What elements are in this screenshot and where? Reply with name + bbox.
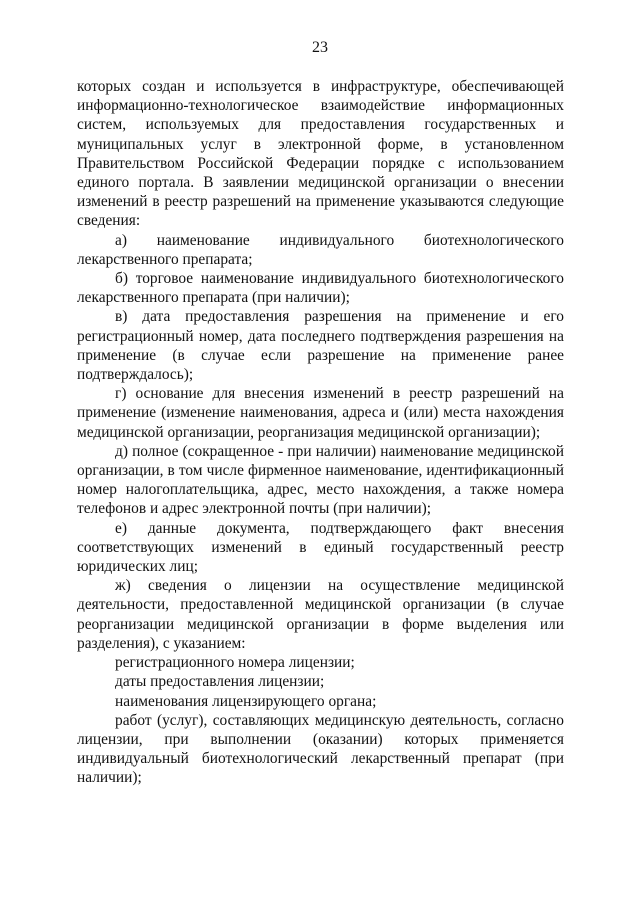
sub-item-licensing-authority: наименования лицензирующего органа;: [115, 692, 377, 710]
paragraph-continuation: которых создан и используется в инфраструктуре, обеспечивающей информационно-технологическое взаимодействие информационных систем, используемых для предоставления государственных и муниципальных услуг в электронной форме, в установленном Правительством Российской Федерации порядке с использованием единого портала. В заявлении медицинской организации о внесении изменений в реестр разрешений на применение указываются следующие сведения:: [77, 78, 564, 230]
list-item-a: а) наименование индивидуального биотехнологического лекарственного препарата;: [77, 231, 564, 268]
sub-item-license-date: даты предоставления лицензии;: [115, 673, 325, 691]
sub-item-works-services: работ (услуг), составляющих медицинскую деятельность, согласно лицензии, при выполнении (оказании) которых применяется индивидуальный биотехнологический лекарственный препарат (при наличии);: [77, 711, 564, 787]
list-item-b: б) торговое наименование индивидуального биотехнологического лекарственного препарата (при наличии);: [77, 270, 564, 307]
list-item-e: е) данные документа, подтверждающего факт внесения соответствующих изменений в единый государственный реестр юридических лиц;: [77, 519, 564, 576]
list-item-zh: ж) сведения о лицензии на осуществление медицинской деятельности, предоставленной медицинской организации (в случае реорганизации медицинской организации в форме выделения или разделения), с указанием:: [77, 577, 564, 652]
page-number: 23: [312, 39, 328, 56]
list-item-g: г) основание для внесения изменений в реестр разрешений на применение (изменение наименования, адреса и (или) места нахождения медицинской организации, реорганизация медицинской организации);: [77, 385, 564, 441]
list-item-v: в) дата предоставления разрешения на применение и его регистрационный номер, дата последнего подтверждения разрешения на применение (в случае если разрешение на применение ранее подтверждалось);: [77, 308, 564, 384]
sub-item-license-number: регистрационного номера лицензии;: [115, 654, 355, 672]
document-body: [77, 77, 564, 788]
list-item-d: д) полное (сокращенное - при наличии) наименование медицинской организации, в том числе фирменное наименование, идентификационный номер налогоплательщика, адрес, место нахождения, а также номера телефонов и адрес электронной почты (при наличии);: [77, 442, 564, 518]
